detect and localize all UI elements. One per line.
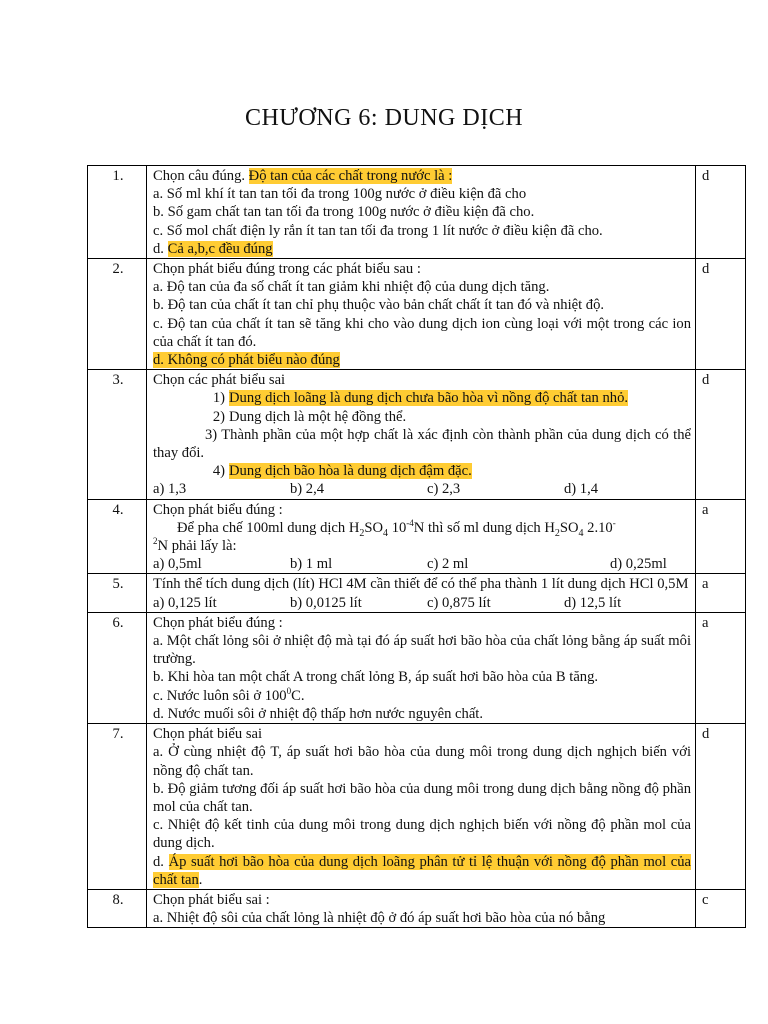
option-a: a) 0,5ml xyxy=(153,556,202,573)
chapter-title: CHƯƠNG 6: DUNG DỊCH xyxy=(244,105,524,131)
highlighted-option-d: Áp suất hơi bão hòa của dung dịch loãng phân tử tỉ lệ thuận với nồng độ phần mol của chất tan xyxy=(153,853,692,888)
option-c: c) 2,3 xyxy=(427,481,461,498)
option-d: d) 12,5 lít xyxy=(564,594,622,611)
question-content xyxy=(147,166,696,259)
option-b: b) 1 ml xyxy=(290,556,333,573)
option-d-label: d. xyxy=(153,240,164,257)
question-stem: Tính thể tích dung dịch (lít) HCl 4M cần thiết để có thể pha thành 1 lít dung dịch HCl 0,5M xyxy=(153,576,689,593)
question-content xyxy=(147,574,696,612)
answer-options xyxy=(153,594,691,612)
option-d: d) 1,4 xyxy=(564,481,599,498)
option-b: b. Số gam chất tan tan tối đa trong 100g nước ở điều kiện đã cho. xyxy=(153,204,535,221)
option-b: b) 2,4 xyxy=(290,481,325,498)
question-row xyxy=(88,574,746,612)
question-number: 4. xyxy=(88,499,147,574)
statement-3: 3) Thành phần của một hợp chất là xác định còn thành phần của dung dịch có thể thay đổi. xyxy=(153,426,691,462)
answer-key: a xyxy=(696,499,746,574)
question-stem: Chọn phát biểu đúng : xyxy=(153,614,283,631)
answer-options xyxy=(153,555,691,573)
question-number: 5. xyxy=(88,574,147,612)
option-c: c) 2 ml xyxy=(427,556,469,573)
option-a: a) 0,125 lít xyxy=(153,594,217,611)
option-b: b. Độ giảm tương đối áp suất hơi bão hòa của dung môi trong dung dịch bằng nồng độ phần mol của chất tan. xyxy=(153,780,691,815)
question-stem: Chọn các phát biểu sai xyxy=(153,372,286,389)
question-row xyxy=(88,259,746,370)
option-c: c) 0,875 lít xyxy=(427,594,491,611)
question-row xyxy=(88,612,746,723)
question-stem: Chọn phát biểu sai : xyxy=(153,891,270,908)
highlighted-option-d: d. Không có phát biểu nào đúng xyxy=(153,352,340,369)
question-row xyxy=(88,889,746,927)
option-a: a. Nhiệt độ sôi của chất lỏng là nhiệt độ ở đó áp suất hơi bão hòa của nó bằng xyxy=(153,910,606,927)
question-number: 6. xyxy=(88,612,147,723)
option-a: a) 1,3 xyxy=(153,481,187,498)
highlighted-statement: Dung dịch bão hòa là dung dịch đậm đặc. xyxy=(229,463,472,480)
question-content xyxy=(147,259,696,370)
question-content xyxy=(147,889,696,927)
question-row xyxy=(88,370,746,499)
option-b: b. Khi hòa tan một chất A trong chất lỏng B, áp suất hơi bão hòa của B tăng. xyxy=(153,669,599,686)
option-a: a. Độ tan của đa số chất ít tan giảm khi nhiệt độ của dung dịch tăng. xyxy=(153,279,550,296)
question-stem: Chọn câu đúng. xyxy=(153,168,246,184)
answer-key: a xyxy=(696,612,746,723)
option-c: c. Độ tan của chất ít tan sẽ tăng khi cho vào dung dịch ion cùng loại với một trong các ion của chất ít tan đó. xyxy=(153,315,691,350)
question-row xyxy=(88,166,746,259)
question-stem: Chọn phát biểu đúng : xyxy=(153,501,283,518)
answer-key: d xyxy=(696,166,746,259)
option-b: b. Độ tan của chất ít tan chỉ phụ thuộc vào bản chất chất ít tan đó và nhiệt độ. xyxy=(153,297,605,314)
question-body-cont: $^2$N phải lấy là: xyxy=(153,536,237,555)
answer-key: d xyxy=(696,370,746,499)
question-table xyxy=(87,165,746,928)
question-row xyxy=(88,724,746,890)
question-number: 7. xyxy=(88,724,147,890)
question-stem: Chọn phát biểu sai xyxy=(153,726,263,743)
option-d: d. Nước muối sôi ở nhiệt độ thấp hơn nước nguyên chất. xyxy=(153,705,483,722)
question-body: Để pha chế 100ml dung dịch $H_2SO_4$ $10^{-4}N$ thì số ml dung dịch $H_2SO_4$ 2.10- xyxy=(177,518,616,539)
option-c: c. Nhiệt độ kết tinh của dung môi trong dung dịch nghịch biến với nồng độ phần mol của dung dịch. xyxy=(153,817,691,852)
highlighted-text: Độ tan của các chất trong nước là : xyxy=(248,168,453,184)
highlighted-option-d: Cả a,b,c đều đúng xyxy=(167,240,273,257)
statement-2: 2) Dung dịch là một hệ đồng thể. xyxy=(212,408,407,425)
question-number: 2. xyxy=(88,259,147,370)
option-d: d. Áp suất hơi bão hòa của dung dịch loãng phân tử tỉ lệ thuận với nồng độ phần mol của chất tan. xyxy=(153,853,692,888)
question-stem: Chọn phát biểu đúng trong các phát biểu sau : xyxy=(153,261,421,278)
option-c: c. Số mol chất điện ly rắn ít tan tan tối đa trong 1 lít nước ở điều kiện đã cho. xyxy=(153,222,603,239)
highlighted-statement: Dung dịch loãng là dung dịch chưa bão hòa vì nồng độ chất tan nhỏ. xyxy=(229,390,629,407)
statement-1: 1) Dung dịch loãng là dung dịch chưa bão hòa vì nồng độ chất tan nhỏ. xyxy=(212,390,629,407)
answer-key: d xyxy=(696,259,746,370)
option-a: a. Ở cùng nhiệt độ T, áp suất hơi bão hòa của dung môi trong dung dịch nghịch biến với nồng độ chất tan. xyxy=(153,744,691,779)
option-a: a. Số ml khí ít tan tan tối đa trong 100g nước ở điều kiện đã cho xyxy=(153,186,527,203)
option-b: b) 0,0125 lít xyxy=(290,594,362,611)
question-number: 8. xyxy=(88,889,147,927)
answer-key: d xyxy=(696,724,746,890)
question-content xyxy=(147,370,696,499)
option-c: c. Nước luôn sôi ở $100^0C$. xyxy=(153,685,305,704)
question-number: 1. xyxy=(88,166,147,259)
answer-key: a xyxy=(696,574,746,612)
answer-key: c xyxy=(696,889,746,927)
question-content xyxy=(147,499,696,574)
question-row xyxy=(88,499,746,574)
answer-options xyxy=(153,480,691,498)
statement-4: 4) Dung dịch bão hòa là dung dịch đậm đặc. xyxy=(212,463,472,480)
question-content xyxy=(147,612,696,723)
option-d: d) 0,25ml xyxy=(610,556,667,573)
question-content xyxy=(147,724,696,890)
question-number: 3. xyxy=(88,370,147,499)
option-a: a. Một chất lỏng sôi ở nhiệt độ mà tại đó áp suất hơi bão hòa của chất lỏng bằng áp suất môi trường. xyxy=(153,633,691,668)
